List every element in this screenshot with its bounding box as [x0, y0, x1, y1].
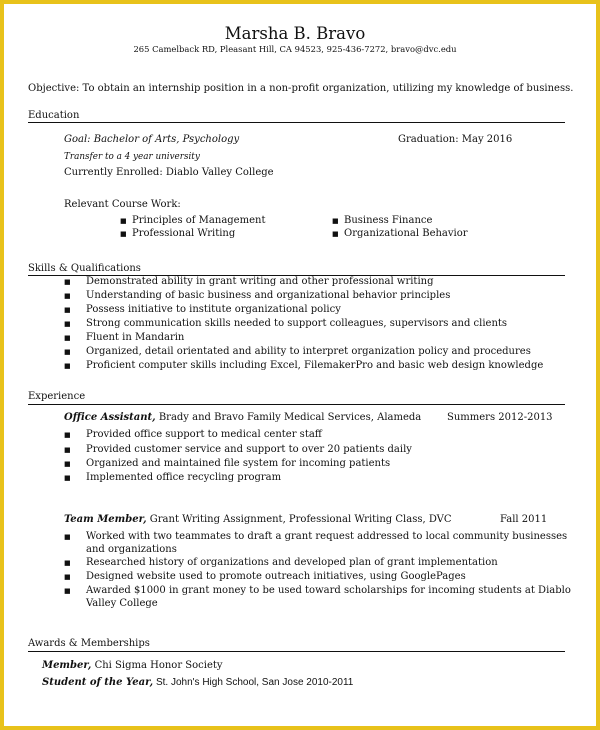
job-dates: Fall 2011 — [500, 514, 548, 525]
job-bullet: Worked with two teammates to draft a grant request addressed to local community businesses — [86, 531, 568, 542]
bullet-icon: ■ — [64, 278, 71, 286]
job-bullet: Awarded $1000 in grant money to be used toward scholarships for incoming students at Diablo — [86, 585, 571, 596]
job-dates: Summers 2012-2013 — [447, 412, 553, 423]
award-item — [42, 677, 353, 688]
skill-item: Fluent in Mandarin — [86, 332, 185, 343]
job-org: Brady and Bravo Family Medical Services, Alameda — [155, 412, 422, 423]
bullet-icon: ■ — [64, 334, 71, 342]
skill-item: Understanding of basic business and organizational behavior principles — [86, 290, 451, 301]
bullet-icon: ■ — [64, 431, 71, 439]
bullet-icon: ■ — [64, 292, 71, 300]
awards-rule — [28, 651, 565, 652]
graduation-date: Graduation: May 2016 — [398, 134, 513, 145]
contact-info: 265 Camelback RD, Pleasant Hill, CA 94523, 925-436-7272, bravo@dvc.edu — [133, 44, 457, 54]
experience-rule — [28, 404, 565, 405]
job-org: Grant Writing Assignment, Professional Writing Class, DVC — [146, 514, 452, 525]
bullet-icon: ■ — [64, 573, 71, 581]
resume-page — [4, 4, 596, 726]
bullet-icon: ■ — [64, 446, 71, 454]
awards-heading: Awards & Memberships — [28, 638, 150, 649]
award-detail: St. John's High School, San Jose 2010-2011 — [153, 677, 354, 688]
coursework-label: Relevant Course Work: — [64, 199, 181, 210]
resume-name: Marsha B. Bravo — [224, 24, 366, 43]
objective-text: Objective: To obtain an internship position in a non-profit organization, utilizing my knowledge of business. — [28, 83, 574, 94]
bullet-icon: ■ — [64, 320, 71, 328]
job-title: Team Member, — [64, 514, 147, 525]
enrolled-college: Currently Enrolled: Diablo Valley College — [64, 167, 274, 178]
course-item: Principles of Management — [132, 215, 266, 226]
job-bullet: Implemented office recycling program — [86, 472, 282, 483]
job-header — [64, 514, 452, 525]
job-bullet: Provided office support to medical center staff — [86, 429, 322, 440]
job-bullet: Designed website used to promote outreach initiatives, using GooglePages — [86, 571, 466, 582]
bullet-icon: ■ — [332, 230, 339, 238]
skills-heading: Skills & Qualifications — [28, 263, 141, 274]
bullet-icon: ■ — [64, 533, 71, 541]
bullet-icon: ■ — [120, 230, 127, 238]
bullet-icon: ■ — [64, 348, 71, 356]
course-item: Business Finance — [344, 215, 433, 226]
award-title: Student of the Year, — [42, 677, 154, 688]
job-bullet-continuation: and organizations — [86, 544, 177, 555]
bullet-icon: ■ — [332, 217, 339, 225]
job-bullet: Organized and maintained file system for incoming patients — [86, 458, 391, 469]
job-bullet: Researched history of organizations and developed plan of grant implementation — [86, 557, 498, 568]
skill-item: Proficient computer skills including Excel, FilemakerPro and basic web design knowledge — [86, 360, 544, 371]
bullet-icon: ■ — [64, 587, 71, 595]
course-item: Professional Writing — [132, 228, 236, 239]
skill-item: Demonstrated ability in grant writing and other professional writing — [86, 276, 434, 287]
job-bullet: Provided customer service and support to over 20 patients daily — [86, 444, 412, 455]
job-title: Office Assistant, — [64, 412, 156, 423]
job-header — [64, 412, 421, 423]
job-bullet-continuation: Valley College — [86, 598, 158, 609]
bullet-icon: ■ — [64, 460, 71, 468]
experience-heading: Experience — [28, 391, 86, 402]
skill-item: Possess initiative to institute organizational policy — [86, 304, 341, 315]
transfer-note: Transfer to a 4 year university — [64, 152, 200, 162]
bullet-icon: ■ — [64, 362, 71, 370]
bullet-icon: ■ — [64, 306, 71, 314]
education-goal: Goal: Bachelor of Arts, Psychology — [64, 134, 240, 145]
education-rule — [28, 122, 565, 123]
award-title: Member, — [42, 660, 92, 671]
bullet-icon: ■ — [64, 559, 71, 567]
skill-item: Strong communication skills needed to support colleagues, supervisors and clients — [86, 318, 508, 329]
award-detail: Chi Sigma Honor Society — [91, 660, 223, 671]
education-heading: Education — [28, 110, 80, 121]
bullet-icon: ■ — [64, 474, 71, 482]
award-item — [42, 660, 223, 671]
bullet-icon: ■ — [120, 217, 127, 225]
skill-item: Organized, detail orientated and ability to interpret organization policy and procedures — [86, 346, 531, 357]
course-item: Organizational Behavior — [344, 228, 468, 239]
